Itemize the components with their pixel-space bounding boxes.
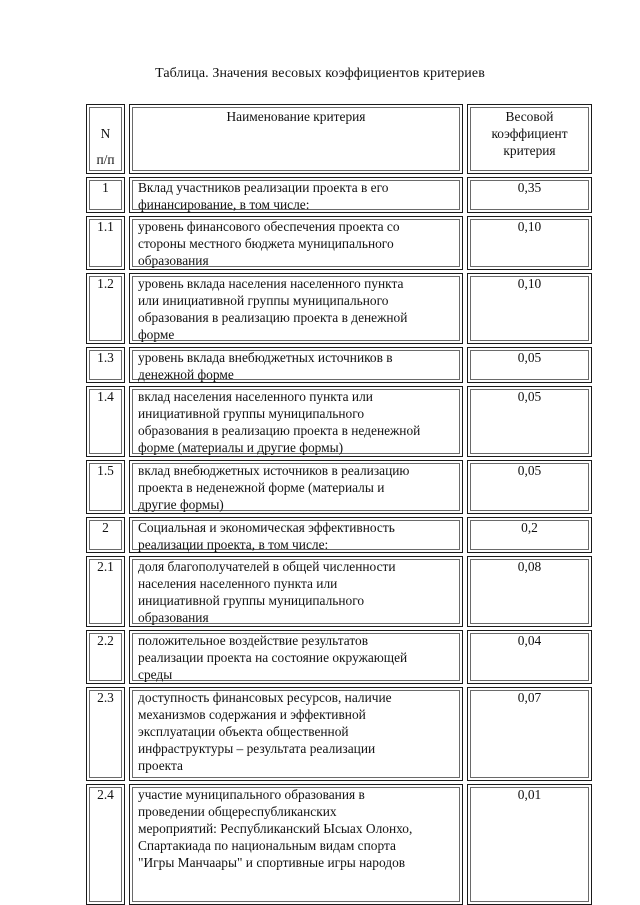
- row-name-line: или инициативной группы муниципального: [138, 293, 389, 309]
- row-weight: 0,05: [517, 350, 542, 365]
- row-name-line: денежной форме: [138, 367, 234, 383]
- row-number: 1: [102, 180, 109, 195]
- row-weight: 0,05: [517, 389, 542, 404]
- row-name-line: форме (материалы и другие формы): [138, 440, 344, 456]
- row-name-line: проекта: [138, 758, 183, 774]
- header-number-label: N: [100, 126, 111, 141]
- header-name-label: Наименование критерия: [226, 109, 366, 124]
- row-name-line: проекта в неденежной форме (материалы и: [138, 480, 385, 496]
- row-name-line: другие формы): [138, 497, 224, 513]
- header-number-sublabel: п/п: [96, 152, 115, 167]
- row-name-line: вклад населения населенного пункта или: [138, 389, 373, 404]
- row-number: 1.2: [97, 276, 114, 291]
- row-name-line: доля благополучателей в общей численности: [138, 559, 396, 574]
- row-name-line: Социальная и экономическая эффективность: [138, 520, 395, 535]
- row-name-line: инфраструктуры – результата реализации: [138, 741, 376, 757]
- row-name-line: уровень финансового обеспечения проекта со: [138, 219, 400, 234]
- row-name-line: форме: [138, 327, 175, 343]
- header-weight-label-line: Весовой: [505, 109, 554, 124]
- row-name-line: положительное воздействие результатов: [138, 633, 369, 648]
- row-number: 2: [102, 520, 109, 535]
- row-weight: 0,2: [521, 520, 538, 535]
- row-name-line: реализации проекта на состояние окружающей: [138, 650, 408, 666]
- row-number: 1.4: [97, 389, 114, 404]
- row-weight: 0,07: [517, 690, 542, 705]
- row-weight: 0,05: [517, 463, 542, 478]
- row-name-line: образования в реализацию проекта в неденежной: [138, 423, 421, 439]
- row-name-line: среды: [138, 667, 173, 683]
- row-number: 2.2: [97, 633, 114, 648]
- row-number: 1.1: [97, 219, 114, 234]
- row-name-line: населения населенного пункта или: [138, 576, 338, 592]
- row-name-line: эксплуатации объекта общественной: [138, 724, 349, 740]
- row-name-line: уровень вклада внебюджетных источников в: [138, 350, 393, 365]
- row-name-line: стороны местного бюджета муниципального: [138, 236, 394, 252]
- row-name-line: участие муниципального образования в: [138, 787, 365, 802]
- row-name-line: финансирование, в том числе:: [138, 197, 310, 213]
- row-name-line: механизмов содержания и эффективной: [138, 707, 366, 723]
- row-name-line: образования: [138, 610, 209, 626]
- row-weight: 0,35: [517, 180, 542, 195]
- row-number: 1.3: [97, 350, 114, 365]
- row-name-line: вклад внебюджетных источников в реализацию: [138, 463, 410, 478]
- row-name-line: Спартакиада по национальным видам спорта: [138, 838, 396, 854]
- row-number: 2.4: [97, 787, 114, 802]
- table-caption: Таблица. Значения весовых коэффициентов критериев: [155, 66, 485, 81]
- row-weight: 0,01: [517, 787, 542, 802]
- row-name-line: образования: [138, 253, 209, 269]
- row-name-line: мероприятий: Республиканский Ысыах Олонхо,: [138, 821, 413, 837]
- row-weight: 0,10: [517, 276, 542, 291]
- row-name-line: "Игры Манчаары" и спортивные игры народов: [138, 855, 406, 871]
- row-name-line: уровень вклада населения населенного пункта: [138, 276, 404, 291]
- row-name-line: инициативной группы муниципального: [138, 406, 365, 422]
- row-name-line: доступность финансовых ресурсов, наличие: [138, 690, 392, 705]
- row-weight: 0,04: [517, 633, 542, 648]
- row-number: 1.5: [97, 463, 114, 478]
- row-name-line: инициативной группы муниципального: [138, 593, 365, 609]
- row-name-line: образования в реализацию проекта в денежной: [138, 310, 408, 326]
- row-weight: 0,08: [517, 559, 542, 574]
- row-number: 2.1: [97, 559, 114, 574]
- row-name-line: проведении общереспубликанских: [138, 804, 337, 820]
- row-number: 2.3: [97, 690, 114, 705]
- header-weight-label-line: коэффициент: [491, 126, 568, 142]
- row-weight: 0,10: [517, 219, 542, 234]
- row-name-line: Вклад участников реализации проекта в его: [138, 180, 389, 195]
- header-weight-label-line: критерия: [503, 143, 556, 159]
- row-name-line: реализации проекта, в том числе:: [138, 537, 329, 553]
